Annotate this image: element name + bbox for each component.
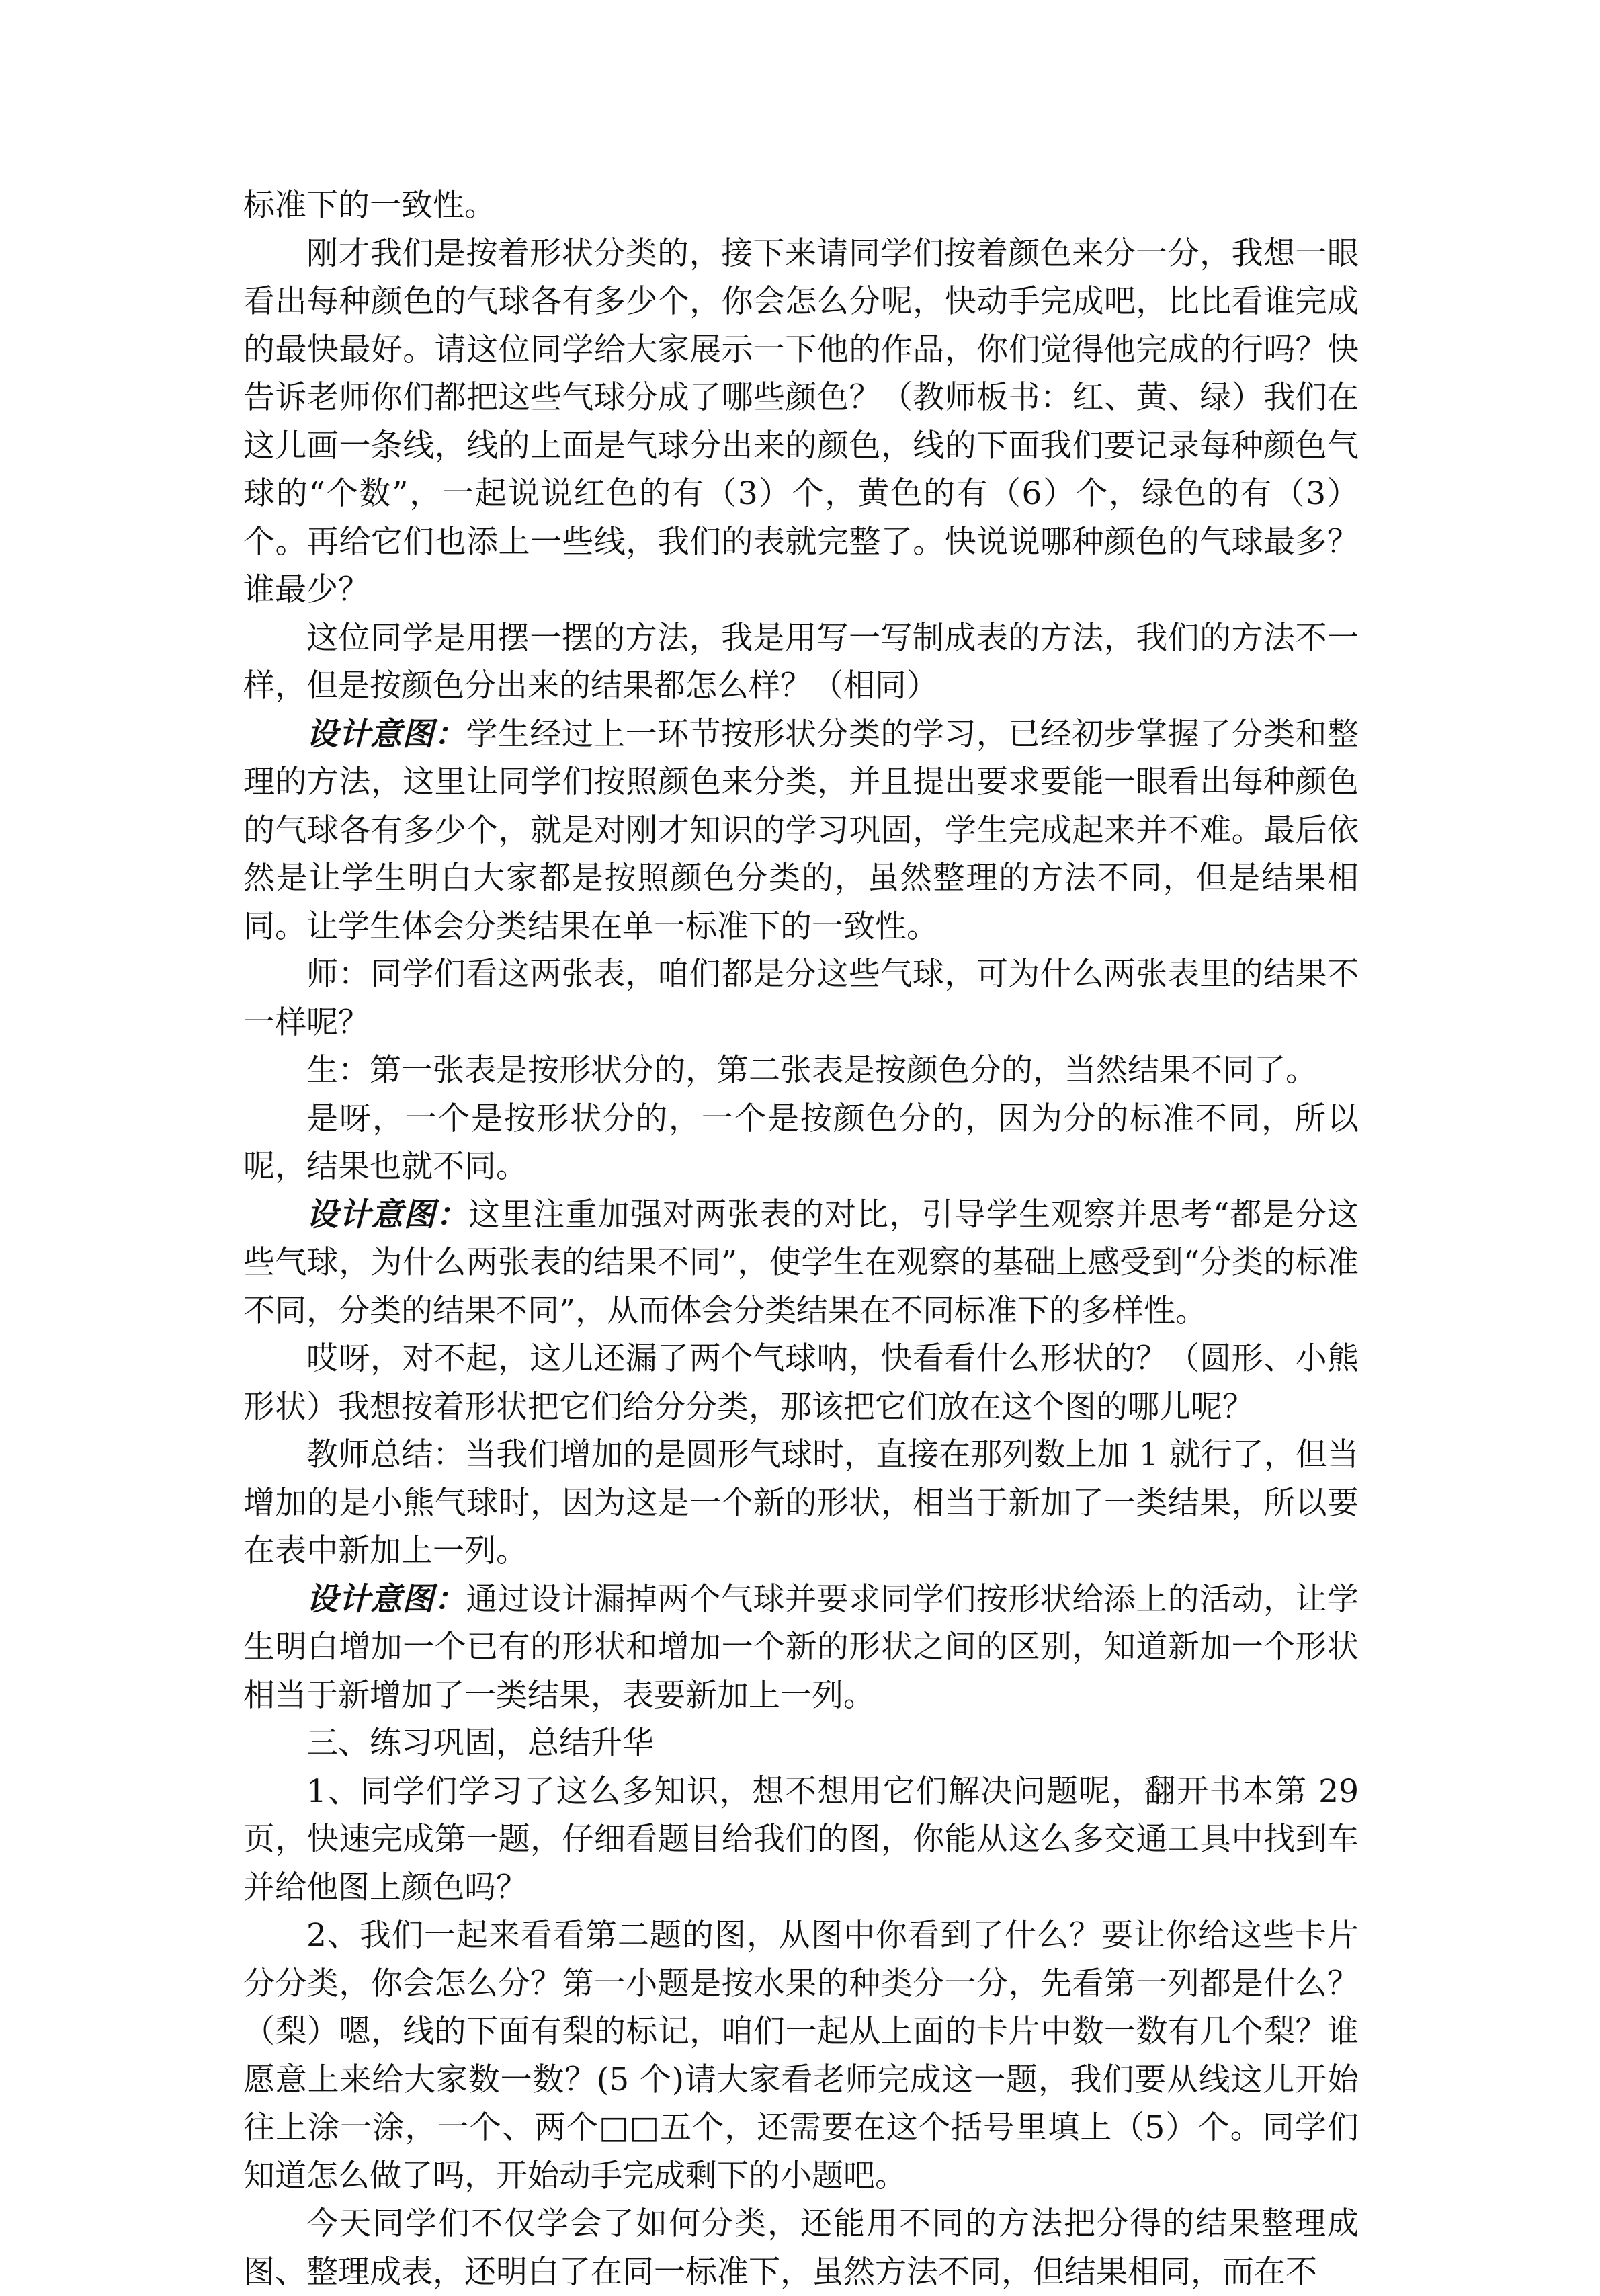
design-intent-label: 设计意图： [306,1580,466,1618]
design-intent-paragraph [243,710,1359,951]
paragraph: 刚才我们是按着形状分类的，接下来请同学们按着颜色来分一分，我想一眼看出每种颜色的气球各有多少个，你会怎么分呢，快动手完成吧，比比看谁完成的最快最好。请这位同学给大家展示一下他的作品，你们觉得他完成的行吗？快告诉老师你们都把这些气球分成了哪些颜色？（教师板书：红、黄、绿）我们在这儿画一条线，线的上面是气球分出来的颜色，线的下面我们要记录每种颜色气球的“个数”，一起说说红色的有（3）个，黄色的有（6）个，绿色的有（3）个。再给它们也添上一些线，我们的表就完整了。快说说哪种颜色的气球最多？谁最少？ [243,235,1359,608]
paragraph: 今天同学们不仅学会了如何分类，还能用不同的方法把分得的结果整理成图、整理成表，还明白了在同一标准下，虽然方法不同，但结果相同，而在不 [243,2205,1359,2291]
paragraph: 师：同学们看这两张表，咱们都是分这些气球，可为什么两张表里的结果不一样呢？ [243,956,1359,1041]
paragraph: 这位同学是用摆一摆的方法，我是用写一写制成表的方法，我们的方法不一样，但是按颜色分出来的结果都怎么样？（相同） [243,619,1359,704]
design-intent-label: 设计意图： [306,715,466,753]
paragraph: 标准下的一致性。 [243,187,496,224]
paragraph: 教师总结：当我们增加的是圆形气球时，直接在那列数上加 1 就行了，但当增加的是小熊气球时，因为这是一个新的形状，相当于新加了一类结果，所以要在表中新加上一列。 [243,1436,1359,1569]
paragraph-text: 这里注重加强对两张表的对比，引导学生观察并思考“都是分这些气球，为什么两张表的结果不同”，使学生在观察的基础上感受到“分类的标准不同，分类的结果不同”，从而体会分类结果在不同标准下的多样性。 [243,1196,1359,1329]
design-intent-paragraph [243,1575,1359,1720]
design-intent-label: 设计意图： [306,1196,468,1233]
document-body [243,181,1359,2296]
paragraph-text: 通过设计漏掉两个气球并要求同学们按形状给添上的活动，让学生明白增加一个已有的形状和增加一个新的形状之间的区别，知道新加一个形状相当于新增加了一类结果，表要新加上一列。 [243,1580,1359,1714]
paragraph: 哎呀，对不起，这儿还漏了两个气球呐，快看看什么形状的？（圆形、小熊形状）我想按着形状把它们给分分类，那该把它们放在这个图的哪儿呢？ [243,1340,1359,1426]
design-intent-paragraph [243,1191,1359,1336]
paragraph: 2、我们一起来看看第二题的图，从图中你看到了什么？要让你给这些卡片分分类，你会怎么分？第一小题是按水果的种类分一分，先看第一列都是什么？（梨）嗯，线的下面有梨的标记，咱们一起从上面的卡片中数一数有几个梨？谁愿意上来给大家数一数？(5 个)请大家看老师完成这一题，我们要从线这儿开始往上涂一涂，一个、两个□□五个，还需要在这个括号里填上（5）个。同学们知道怎么做了吗，开始动手完成剩下的小题吧。 [243,1917,1359,2195]
paragraph: 1、同学们学习了这么多知识，想不想用它们解决问题呢，翻开书本第 29 页，快速完成第一题，仔细看题目给我们的图，你能从这么多交通工具中找到车并给他图上颜色吗？ [243,1772,1359,1906]
paragraph-text: 学生经过上一环节按形状分类的学习，已经初步掌握了分类和整理的方法，这里让同学们按照颜色来分类，并且提出要求要能一眼看出每种颜色的气球各有多少个，就是对刚才知识的学习巩固，学生完成起来并不难。最后依然是让学生明白大家都是按照颜色分类的，虽然整理的方法不同，但是结果相同。让学生体会分类结果在单一标准下的一致性。 [243,715,1359,945]
paragraph: 生：第一张表是按形状分的，第二张表是按颜色分的，当然结果不同了。 [306,1052,1317,1089]
section-heading: 三、练习巩固，总结升华 [306,1725,654,1762]
paragraph: 是呀，一个是按形状分的，一个是按颜色分的，因为分的标准不同，所以呢，结果也就不同。 [243,1100,1359,1185]
